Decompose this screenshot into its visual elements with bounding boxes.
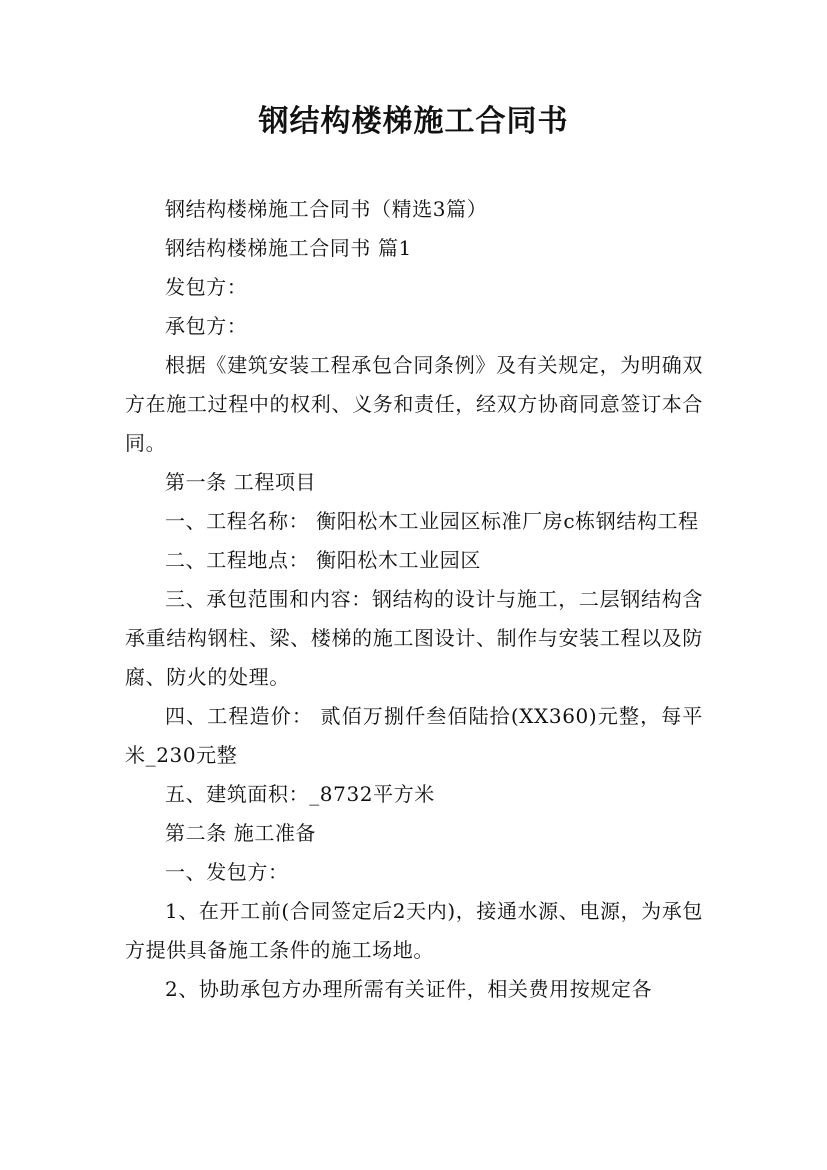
paragraph-section-heading: 钢结构楼梯施工合同书 篇1 bbox=[165, 236, 412, 260]
paragraph-employer: 发包方： bbox=[165, 275, 248, 299]
paragraph-preamble: 根据《建筑安装工程承包合同条例》及有关规定，为明确双方在施工过程中的权利、义务和责任，经双方协商同意签订本合同。 bbox=[125, 353, 703, 455]
document-body bbox=[125, 190, 703, 1009]
paragraph-article-2: 第二条 施工准备 bbox=[165, 821, 317, 845]
paragraph-duty-2: 2、协助承包方办理所需有关证件，相关费用按规定各 bbox=[165, 977, 653, 1001]
paragraph-cost: 四、工程造价： 贰佰万捌仟叁佰陆拾(XX360)元整，每平米_230元整 bbox=[125, 704, 703, 767]
paragraph-duty-1: 1、在开工前(合同签定后2天内)，接通水源、电源，为承包方提供具备施工条件的施工场地。 bbox=[125, 899, 703, 962]
paragraph-area: 五、建筑面积：_8732平方米 bbox=[165, 782, 435, 806]
paragraph-article-1: 第一条 工程项目 bbox=[165, 470, 317, 494]
paragraph-project-location: 二、工程地点： 衡阳松木工业园区 bbox=[165, 548, 481, 572]
paragraph-subtitle: 钢结构楼梯施工合同书（精选3篇） bbox=[165, 197, 488, 221]
paragraph-employer-duties: 一、发包方： bbox=[165, 860, 289, 884]
document-title: 钢结构楼梯施工合同书 bbox=[258, 104, 569, 139]
paragraph-contractor: 承包方： bbox=[165, 314, 248, 338]
paragraph-project-name: 一、工程名称： 衡阳松木工业园区标准厂房c栋钢结构工程 bbox=[165, 509, 699, 533]
paragraph-scope: 三、承包范围和内容：钢结构的设计与施工，二层钢结构含承重结构钢柱、梁、楼梯的施工图设计、制作与安装工程以及防腐、防火的处理。 bbox=[125, 587, 703, 689]
